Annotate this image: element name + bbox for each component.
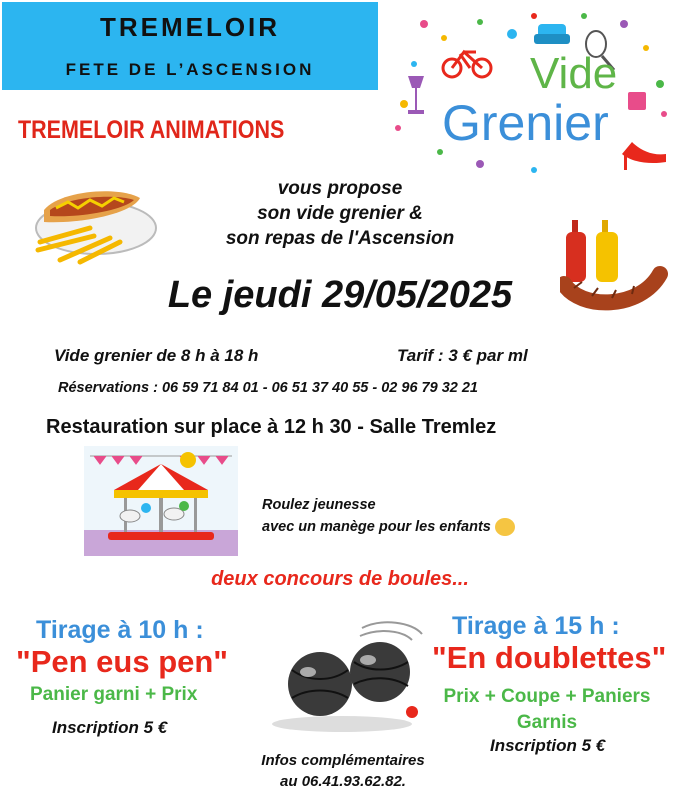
right-fee: Inscription 5 € <box>490 736 606 755</box>
petanque-balls-icon <box>262 608 432 736</box>
footer-line-2: au 06.41.93.62.82. <box>280 773 406 790</box>
right-prize-line-2: Garnis <box>516 712 578 733</box>
footer-line-1: Infos complémentaires <box>261 752 425 769</box>
event-date: Le jeudi 29/05/2025 <box>167 274 513 316</box>
vide-grenier-hours: Vide grenier de 8 h à 18 h <box>54 346 259 365</box>
title-banner <box>2 2 378 90</box>
left-fee: Inscription 5 € <box>52 718 168 737</box>
carousel-icon <box>84 446 238 556</box>
banner-subtitle: FETE DE L’ASCENSION <box>65 60 315 79</box>
banner-title: TREMELOIR <box>99 12 281 42</box>
smiling-face-icon <box>495 518 515 536</box>
logo-word-vide: Vide <box>530 49 618 98</box>
carousel-line-1: Roulez jeunesse <box>262 497 376 513</box>
restaurant-info: Restauration sur place à 12 h 30 - Salle Tremlez <box>46 416 497 438</box>
left-concours-name: "Pen eus pen" <box>16 644 229 679</box>
intro-line-2: son vide grenier & <box>257 203 423 224</box>
intro-line-3: son repas de l'Ascension <box>225 228 455 249</box>
hotdog-fries-icon <box>20 180 160 270</box>
intro-line-1: vous propose <box>277 178 403 199</box>
logo-word-grenier: Grenier <box>442 95 609 151</box>
vide-grenier-logo <box>384 4 680 180</box>
boules-heading: deux concours de boules... <box>211 568 469 590</box>
right-tirage-time: Tirage à 15 h : <box>452 612 620 640</box>
right-concours-name: "En doublettes" <box>432 640 667 675</box>
tariff: Tarif : 3 € par ml <box>397 346 528 365</box>
reservations: Réservations : 06 59 71 84 01 - 06 51 37 40 55 - 02 96 79 32 21 <box>58 380 478 396</box>
organizer-name: TREMELOIR ANIMATIONS <box>18 116 285 144</box>
carousel-line-2: avec un manège pour les enfants <box>262 519 491 535</box>
right-prize-line-1: Prix + Coupe + Paniers <box>443 686 651 707</box>
left-tirage-time: Tirage à 10 h : <box>36 616 204 644</box>
left-prize: Panier garni + Prix <box>30 684 198 705</box>
